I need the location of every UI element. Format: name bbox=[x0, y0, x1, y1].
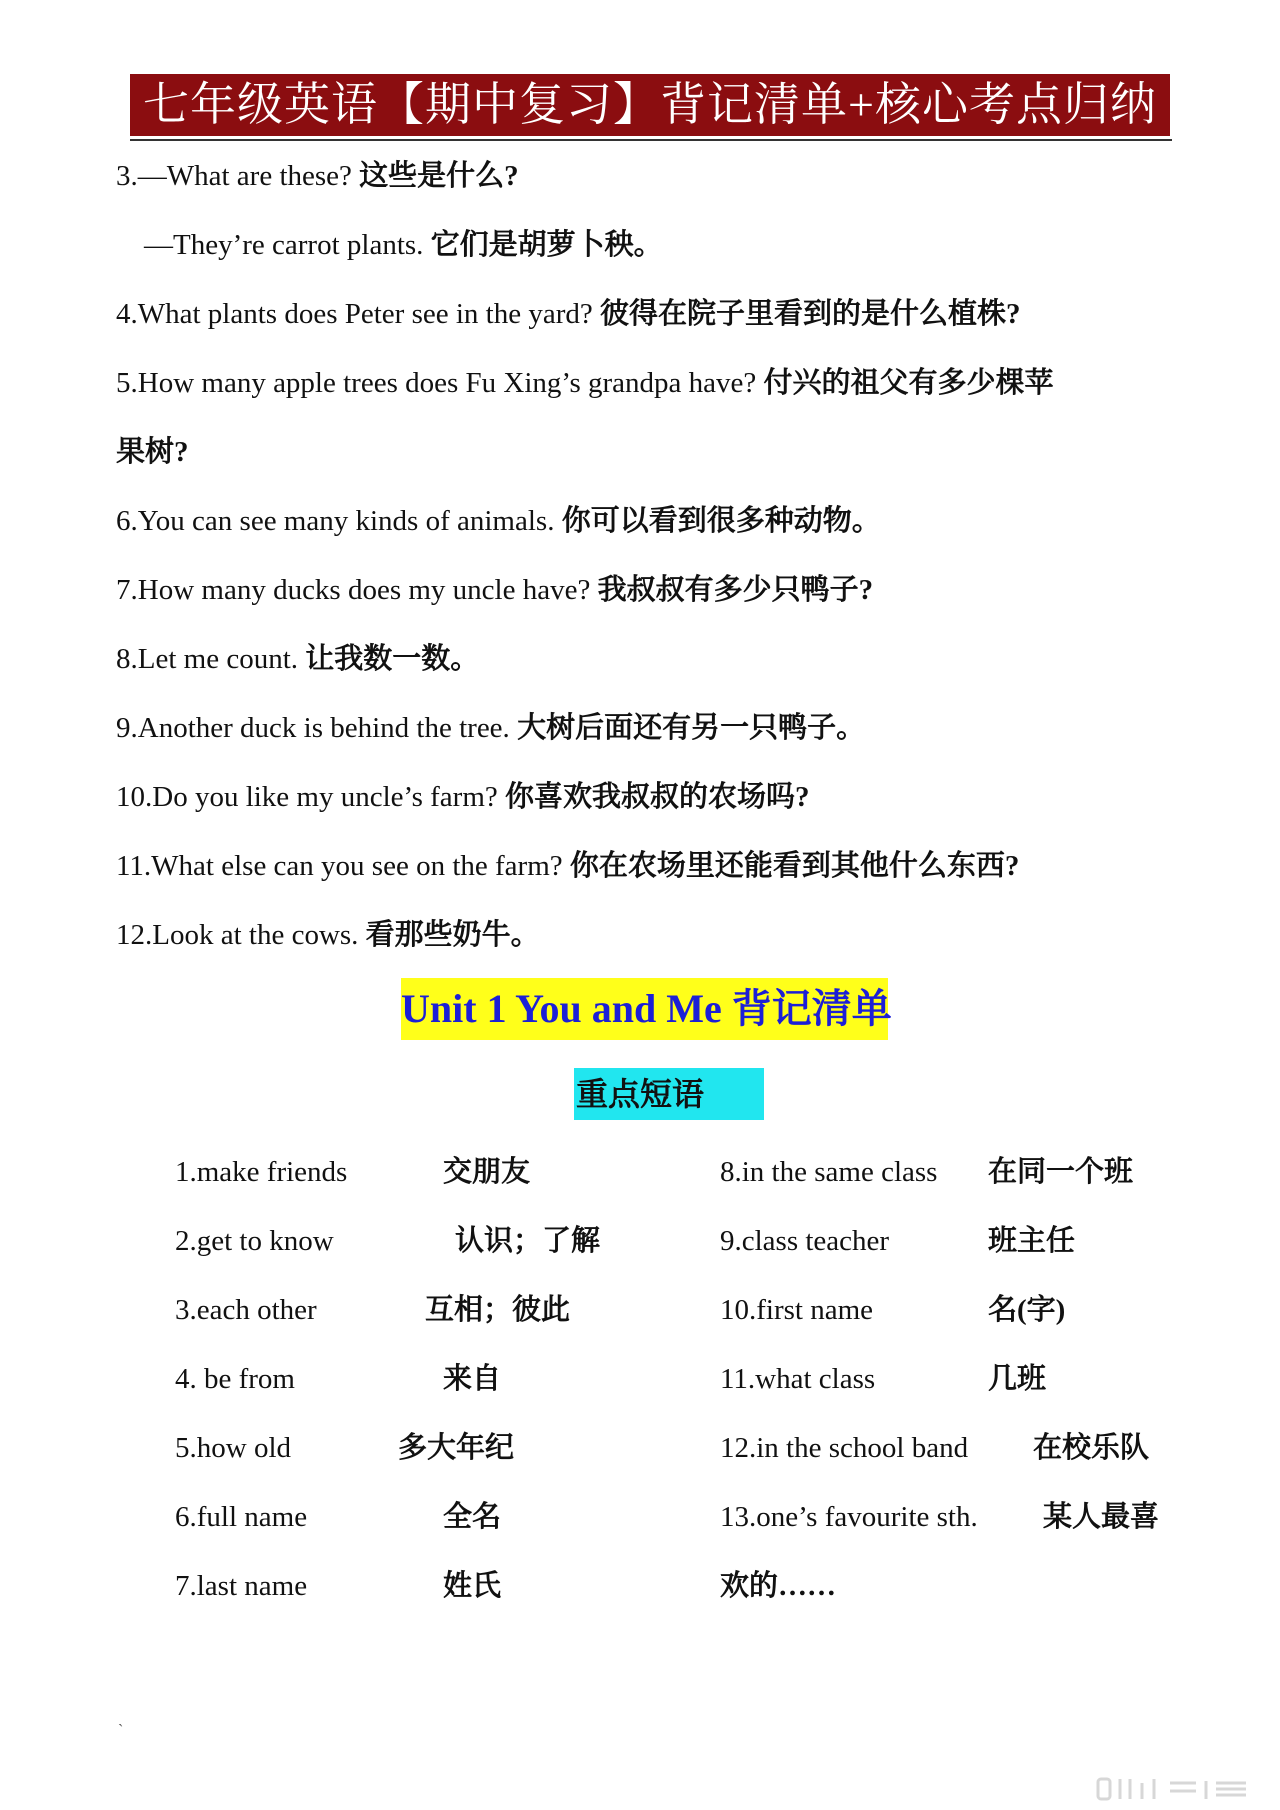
phrase-chinese: 全名 bbox=[443, 1501, 502, 1533]
phrase-english: 7.last name bbox=[175, 1570, 308, 1602]
sentence-chinese: 你喜欢我叔叔的农场吗? bbox=[505, 781, 810, 813]
phrase-chinese-continued: 欢的…… bbox=[720, 1570, 837, 1602]
sentence-chinese: 你可以看到很多种动物。 bbox=[561, 505, 881, 537]
watermark-icon bbox=[1096, 1775, 1256, 1803]
sentence-chinese: 果树? bbox=[116, 436, 189, 468]
sentence-english: 11.What else can you see on the farm? bbox=[116, 850, 563, 882]
phrase-english: 8.in the same class bbox=[720, 1156, 938, 1188]
phrase-english: 6.full name bbox=[175, 1501, 308, 1533]
phrase-english: 4. be from bbox=[175, 1363, 295, 1395]
phrase-chinese: 在校乐队 bbox=[1033, 1432, 1150, 1464]
sentence-english: —They’re carrot plants. bbox=[144, 229, 424, 261]
sentence-item bbox=[116, 357, 1176, 426]
sentence-english: 10.Do you like my uncle’s farm? bbox=[116, 781, 498, 813]
phrase-chinese: 认识；了解 bbox=[455, 1225, 601, 1257]
unit-title: Unit 1 You and Me 背记清单 bbox=[401, 978, 888, 1040]
sentence-english: 6.You can see many kinds of animals. bbox=[116, 505, 555, 537]
phrase-english: 13.one’s favourite sth. bbox=[720, 1501, 978, 1533]
sentence-item bbox=[116, 150, 1176, 219]
sentence-item bbox=[116, 702, 1176, 771]
sentence-chinese: 我叔叔有多少只鸭子? bbox=[597, 574, 874, 606]
sentence-list bbox=[116, 150, 1176, 978]
sentence-chinese: 这些是什么? bbox=[359, 160, 519, 192]
sentence-item bbox=[116, 219, 1176, 288]
sentence-item bbox=[116, 840, 1176, 909]
phrase-chinese: 交朋友 bbox=[443, 1156, 531, 1188]
sentence-item bbox=[116, 633, 1176, 702]
sentence-chinese: 让我数一数。 bbox=[305, 643, 480, 675]
phrase-chinese: 班主任 bbox=[988, 1225, 1076, 1257]
page-header bbox=[130, 74, 1170, 141]
phrase-english: 2.get to know bbox=[175, 1225, 334, 1257]
phrase-english: 10.first name bbox=[720, 1294, 874, 1326]
phrase-chinese: 名(字) bbox=[988, 1294, 1066, 1326]
sentence-item bbox=[116, 288, 1176, 357]
footer-mark: ` bbox=[118, 1722, 124, 1739]
sentence-chinese: 你在农场里还能看到其他什么东西? bbox=[569, 850, 1020, 882]
page-title: 七年级英语【期中复习】背记清单+核心考点归纳 bbox=[130, 74, 1170, 136]
sentence-english: 8.Let me count. bbox=[116, 643, 299, 675]
sentence-english: 12.Look at the cows. bbox=[116, 919, 359, 951]
phrase-chinese: 几班 bbox=[988, 1363, 1047, 1395]
phrase-english: 12.in the school band bbox=[720, 1432, 969, 1464]
phrase-chinese: 来自 bbox=[443, 1363, 502, 1395]
sentence-english: 4.What plants does Peter see in the yard? bbox=[116, 298, 593, 330]
phrase-chinese: 互相；彼此 bbox=[425, 1294, 571, 1326]
phrase-english: 3.each other bbox=[175, 1294, 317, 1326]
sentence-item bbox=[116, 495, 1176, 564]
sentence-english: 9.Another duck is behind the tree. bbox=[116, 712, 510, 744]
section-title: 重点短语 bbox=[574, 1068, 764, 1120]
phrase-english: 5.how old bbox=[175, 1432, 291, 1464]
sentence-item bbox=[116, 909, 1176, 978]
phrase-chinese: 多大年纪 bbox=[398, 1432, 515, 1464]
phrase-chinese: 某人最喜 bbox=[1043, 1501, 1160, 1533]
sentence-english: 7.How many ducks does my uncle have? bbox=[116, 574, 591, 606]
header-divider bbox=[130, 139, 1172, 141]
phrase-chinese: 在同一个班 bbox=[988, 1156, 1134, 1188]
sentence-chinese: 看那些奶牛。 bbox=[365, 919, 540, 951]
phrase-chinese: 姓氏 bbox=[443, 1570, 502, 1602]
phrase-english: 1.make friends bbox=[175, 1156, 348, 1188]
sentence-english: 3.—What are these? bbox=[116, 160, 352, 192]
sentence-chinese: 付兴的祖父有多少棵苹 bbox=[763, 367, 1054, 399]
phrase-english: 11.what class bbox=[720, 1363, 876, 1395]
sentence-item bbox=[116, 771, 1176, 840]
sentence-english: 5.How many apple trees does Fu Xing’s grandpa have? bbox=[116, 367, 757, 399]
sentence-item-continued bbox=[116, 426, 1176, 495]
sentence-item bbox=[116, 564, 1176, 633]
sentence-chinese: 彼得在院子里看到的是什么植株? bbox=[599, 298, 1021, 330]
sentence-chinese: 大树后面还有另一只鸭子。 bbox=[517, 712, 866, 744]
phrase-english: 9.class teacher bbox=[720, 1225, 890, 1257]
sentence-chinese: 它们是胡萝卜秧。 bbox=[430, 229, 663, 261]
